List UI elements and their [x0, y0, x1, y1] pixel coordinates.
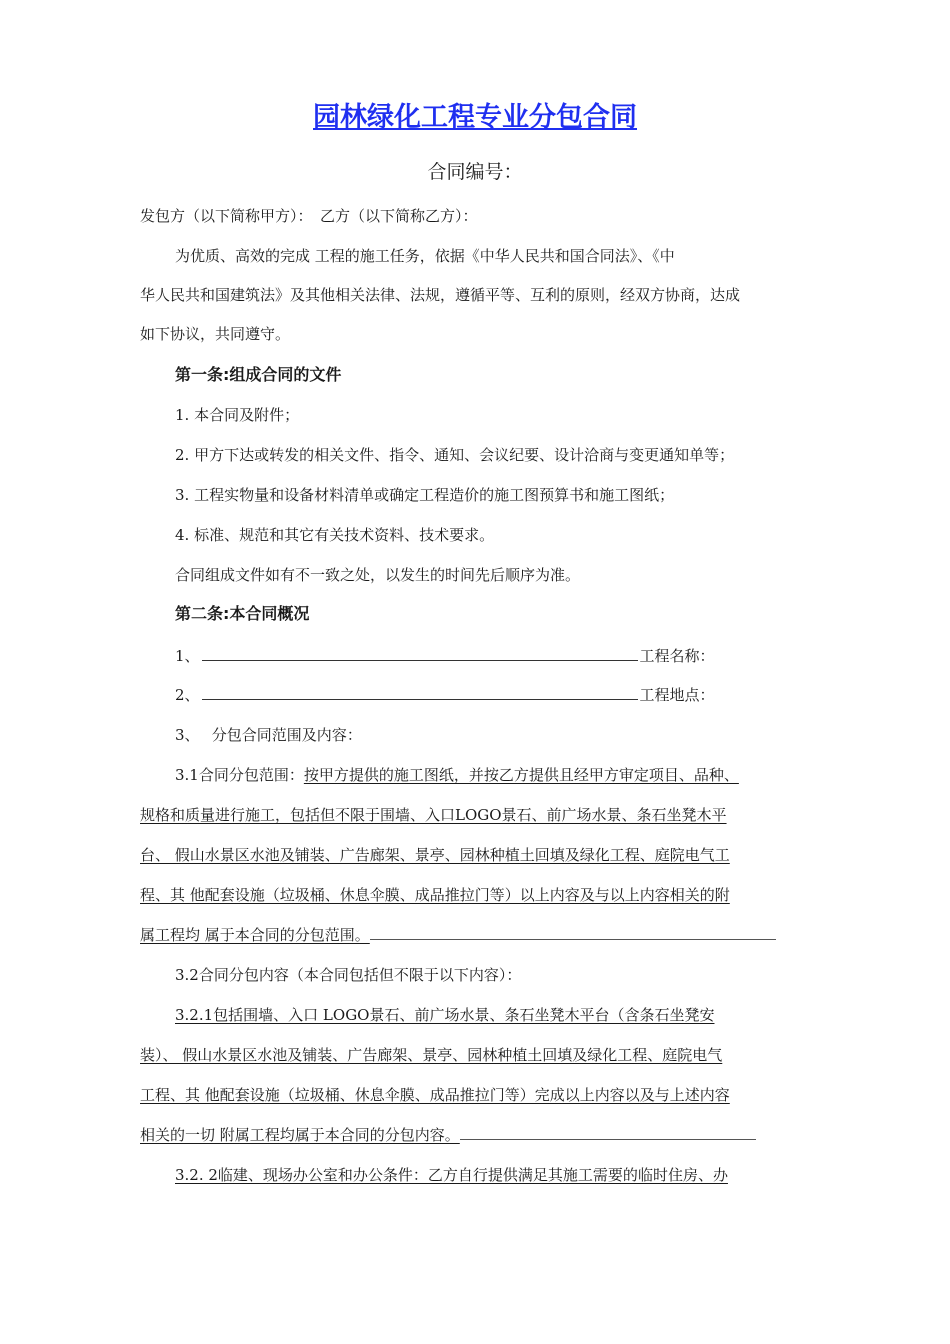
item-1-prefix: 1、 — [175, 647, 200, 665]
article-1-item-3: 3. 工程实物量和设备材料清单或确定工程造价的施工图预算书和施工图纸； — [175, 486, 675, 504]
article-1-note: 合同组成文件如有不一致之处，以发生的时间先后顺序为准。 — [175, 566, 581, 584]
underline-filler — [460, 1125, 756, 1140]
section-3-2-heading: 3.2合同分包内容（本合同包括但不限于以下内容）： — [175, 966, 522, 984]
section-3-2-1-line-3: 工程、其 他配套设施（垃圾桶、休息伞膜、成品推拉门等）完成以上内容以及与上述内容 — [140, 1086, 730, 1104]
project-location-blank — [202, 685, 638, 700]
article-2-heading: 第二条:本合同概况 — [175, 604, 310, 623]
section-3-1-line-1 — [175, 765, 739, 785]
project-location-label: 工程地点： — [639, 686, 715, 704]
preamble-line-3: 如下协议，共同遵守。 — [140, 325, 291, 343]
preamble-line-2: 华人民共和国建筑法》及其他相关法律、法规，遵循平等、互利的原则，经双方协商，达成 — [140, 286, 741, 304]
article-1-item-4: 4. 标准、规范和其它有关技术资料、技术要求。 — [175, 526, 495, 544]
preamble-line-1: 为优质、高效的完成 工程的施工任务，依据《中华人民共和国合同法》、《中 — [175, 247, 675, 265]
section-3-2-1-line-1: 3.2.1包括围墙、入口 LOGO景石、前广场水景、条石坐凳木平台（含条石坐凳安 — [175, 1006, 715, 1024]
section-3-1-line-5 — [140, 925, 776, 945]
section-3-1-line-2: 规格和质量进行施工，包括但不限于围墙、入口LOGO景石、前广场水景、条石坐凳木平 — [140, 806, 727, 824]
section-3-2-1-line-4 — [140, 1125, 756, 1145]
section-3-1-line-3: 台、 假山水景区水池及铺装、广告廊架、景亭、园林种植土回填及绿化工程、庭院电气工 — [140, 846, 730, 864]
section-3-2-1-line-2: 装）、 假山水景区水池及铺装、广告廊架、景亭、园林种植土回填及绿化工程、庭院电气 — [140, 1046, 723, 1064]
scope-heading: 3、 分包合同范围及内容： — [175, 726, 362, 744]
contract-number-label: 合同编号： — [427, 161, 523, 183]
section-3-1-text: 按甲方提供的施工图纸，并按乙方提供且经甲方审定项目、品种、 — [303, 766, 739, 784]
item-2-prefix: 2、 — [175, 686, 200, 704]
section-3-1-prefix: 3.1合同分包范围： — [175, 766, 304, 784]
project-location-line — [175, 685, 715, 705]
document-title: 园林绿化工程专业分包合同 — [313, 102, 637, 133]
article-1-item-2: 2. 甲方下达或转发的相关文件、指令、通知、会议纪要、设计洽商与变更通知单等； — [175, 446, 735, 464]
section-3-2-1-last-text: 相关的一切 附属工程均属于本合同的分包内容。 — [140, 1126, 460, 1144]
project-name-label: 工程名称： — [639, 647, 715, 665]
project-name-blank — [202, 646, 638, 661]
project-name-line — [175, 646, 715, 666]
underline-filler — [370, 925, 776, 940]
article-1-item-1: 1. 本合同及附件； — [175, 406, 300, 424]
section-3-1-last-text: 属工程均 属于本合同的分包范围。 — [140, 926, 370, 944]
article-1-heading: 第一条:组成合同的文件 — [175, 365, 342, 384]
parties-line: 发包方（以下简称甲方）： 乙方（以下简称乙方）： — [140, 207, 478, 225]
section-3-2-2-line-1: 3.2. 2临建、现场办公室和办公条件：乙方自行提供满足其施工需要的临时住房、办 — [175, 1166, 728, 1184]
section-3-1-line-4: 程、其 他配套设施（垃圾桶、休息伞膜、成品推拉门等）以上内容及与以上内容相关的附 — [140, 886, 730, 904]
